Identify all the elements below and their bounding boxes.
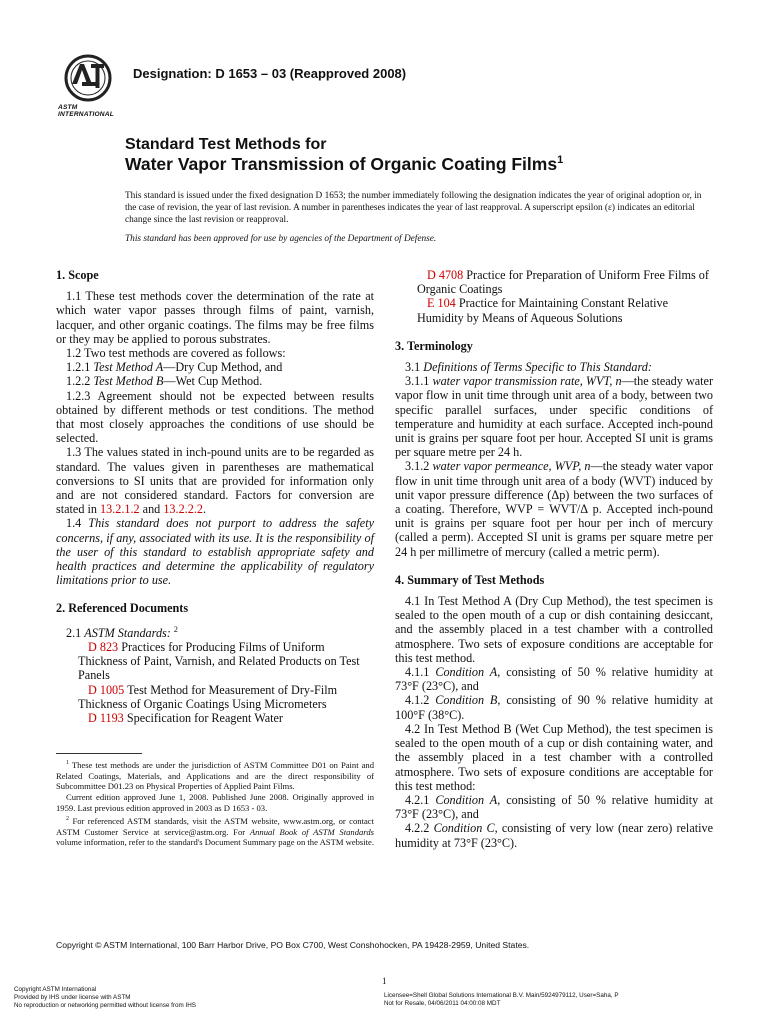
- condition-desc: , consisting of 50 % relative humidity at 73°F (23°C), and: [395, 792, 713, 822]
- condition-desc: , consisting of very low (near zero) relative humidity at 73°F (23°C).: [395, 821, 714, 850]
- section-4-heading: 4. Summary of Test Methods: [395, 572, 545, 587]
- para-3-1-1: [395, 374, 713, 459]
- para-1-2-1: [56, 360, 374, 374]
- method-desc: —Dry Cup Method, and: [163, 360, 283, 375]
- para-text: .: [202, 502, 206, 517]
- para-number: 4.2.1: [405, 792, 430, 807]
- ref-title: Test Method for Measurement of Dry-Film Thickness of Organic Coatings Using Micrometers: [78, 682, 338, 711]
- ref-link-d1005[interactable]: D 1005: [88, 682, 125, 697]
- footnote-2: [56, 814, 374, 848]
- dod-approval-note: This standard has been approved for use by agencies of the Department of Defense.: [125, 234, 437, 244]
- definitions-label: Definitions of Terms Specific to This Standard:: [423, 360, 652, 375]
- ref-item: [56, 683, 374, 711]
- para-number: 1.2.1: [66, 360, 91, 375]
- footnote-mark: 1: [66, 760, 69, 766]
- para-4-1-2: [395, 693, 713, 721]
- link-13-2-2-2[interactable]: 13.2.2.2: [163, 502, 203, 517]
- section-3-heading: 3. Terminology: [395, 338, 473, 353]
- link-13-2-1-2[interactable]: 13.2.1.2: [100, 502, 140, 517]
- condition-desc: , consisting of 90 % relative humidity at 100°F (38°C).: [395, 693, 714, 722]
- condition-name: Condition A: [435, 665, 498, 680]
- method-name: Test Method A: [93, 360, 164, 375]
- para-1-1: 1.1 These test methods cover the determination of the rate at which water vapor passes through films of paint, varnish, lacquer, and other organic coatings. The films may be free films or they may be applied to porous substrates.: [56, 289, 374, 346]
- para-4-2-1: [395, 793, 713, 821]
- license-line: No reproduction or networking permitted without license from IHS: [14, 1001, 196, 1009]
- ref-link-d1193[interactable]: D 1193: [88, 710, 124, 725]
- para-4-2: 4.2 In Test Method B (Wet Cup Method), the test specimen is sealed to the open mouth of a cup or dish containing water, and the assembly placed in a test chamber with a controlled atmosphere. Two sets of exposure conditions are acceptable for this test method:: [395, 721, 713, 793]
- footnote-text: For referenced ASTM standards, visit the ASTM website, www.astm.org, or contact ASTM Customer Service at service@astm.org. For: [56, 815, 374, 837]
- definition-text: —the steady water vapor flow in unit time through unit area of a body, between two specific parallel surfaces, under specific conditions of temperature and humidity at each surface. Accepted inch-pound unit is grains per square foot per hour. Accepted SI unit is grams per square metre per 24 h.: [395, 374, 714, 460]
- para-3-1: [395, 360, 713, 374]
- ref-link-d4708[interactable]: D 4708: [427, 268, 464, 282]
- para-number: 4.1.2: [405, 693, 430, 708]
- license-line: Copyright ASTM International: [14, 986, 97, 993]
- footnotes: [56, 758, 374, 848]
- title-footnote-mark: 1: [557, 154, 564, 167]
- astm-logo: [58, 52, 124, 116]
- section-2-heading: 2. Referenced Documents: [56, 601, 189, 616]
- safety-statement: This standard does not purport to address the safety concerns, if any, associated with its use. It is the responsibility of the user of this standard to establish appropriate safety and health practices and determine the applicability of regulatory limitations prior to use.: [56, 516, 375, 588]
- para-number: 3.1.1: [405, 374, 430, 389]
- footnote-italic: Annual Book of ASTM Standards: [249, 826, 374, 837]
- licensee-line: Not for Resale, 04/06/2011 04:00:08 MDT: [384, 999, 501, 1007]
- section-1-heading: 1. Scope: [56, 268, 99, 282]
- para-1-2-2: [56, 374, 374, 388]
- ref-item: [56, 711, 374, 725]
- para-number: 1.4: [66, 516, 82, 531]
- para-number: 3.1: [405, 360, 421, 375]
- license-notice-left: [14, 986, 196, 1009]
- footnote-1: [56, 758, 374, 792]
- footnote-text: These test methods are under the jurisdiction of ASTM Committee D01 on Paint and Related Coatings, Materials, and Applications and are the direct responsibility of Subcommittee D01.23 on Physical Properties of Applied Paint Films.: [56, 759, 374, 792]
- ref-title: Practice for Maintaining Constant Relative Humidity by Means of Aqueous Solutions: [417, 296, 668, 325]
- title-line-1: Standard Test Methods for: [125, 136, 327, 153]
- ref-item: [395, 296, 713, 324]
- defined-term: water vapor transmission rate, WVT, n: [432, 374, 622, 389]
- definition-text: —the steady water vapor flow in unit time through unit area of a body (WVT) induced by unit vapor pressure difference (Δp) between the two surfaces of a coating. Therefore, WVP = WVT/Δ p. Accepted inch-pound unit is grains per square foot per hour per inch of mercury (called a perm). Accepted SI unit is grams per square metre per 24 h per millimetre of mercury (called a metric perm).: [395, 459, 714, 559]
- condition-name: Condition B: [435, 693, 498, 708]
- para-1-2: 1.2 Two test methods are covered as follows:: [66, 346, 286, 361]
- para-number: 3.1.2: [405, 459, 430, 474]
- method-desc: —Wet Cup Method.: [163, 374, 263, 389]
- para-text: and: [142, 502, 161, 517]
- ref-link-d823[interactable]: D 823: [88, 639, 119, 654]
- footnote-1-edition: Current edition approved June 1, 2008. Published June 2008. Originally approved in 1959. Last previous edition approved in 2003 as D 1653 - 03.: [56, 792, 374, 814]
- para-4-1-1: [395, 665, 713, 693]
- para-1-3: [56, 445, 374, 516]
- para-2-1: [56, 623, 374, 640]
- copyright-line: Copyright © ASTM International, 100 Barr Harbor Drive, PO Box C700, West Conshohocken, PA 19428-2959, United States.: [56, 940, 530, 950]
- para-1-4: [56, 516, 374, 587]
- ref-title: Practice for Preparation of Uniform Free Films of Organic Coatings: [417, 268, 709, 297]
- footnote-mark: 2: [66, 815, 69, 822]
- footnote-text: volume information, refer to the standard's Document Summary page on the ASTM website.: [56, 837, 375, 848]
- right-column: [395, 268, 713, 850]
- condition-desc: , consisting of 50 % relative humidity at 73°F (23°C), and: [395, 665, 713, 694]
- para-4-2-2: [395, 821, 713, 849]
- para-1-2-3: 1.2.3 Agreement should not be expected between results obtained by different methods or test conditions. The method that most closely approaches the conditions of use should be selected.: [56, 388, 374, 446]
- condition-name: Condition C: [433, 821, 495, 836]
- title-line-2: [125, 154, 563, 175]
- condition-name: Condition A: [435, 792, 498, 807]
- left-column: [56, 268, 374, 725]
- ref-title: Practices for Producing Films of Uniform Thickness of Paint, Varnish, and Related Products on Test Panels: [78, 639, 360, 683]
- designation: Designation: D 1653 – 03 (Reapproved 2008): [133, 66, 407, 81]
- footnote-mark: 2: [173, 624, 178, 634]
- ref-item: [56, 640, 374, 683]
- title-text: Water Vapor Transmission of Organic Coating Films: [125, 154, 558, 174]
- para-4-1: 4.1 In Test Method A (Dry Cup Method), the test specimen is sealed to the open mouth of a cup or dish containing desiccant, and the assembly placed in a test chamber with a controlled atmosphere. Two sets of exposure conditions are acceptable for this test method.: [395, 594, 713, 665]
- ref-title: Specification for Reagent Water: [126, 710, 283, 725]
- page-number: 1: [382, 976, 387, 986]
- para-text: 1.3 The values stated in inch-pound units are to be regarded as standard. The values given in parentheses are mathematical conversions to SI units that are provided for information only and are not considered standard. Factors for conversion are stated in: [56, 445, 374, 517]
- para-3-1-2: [395, 459, 713, 558]
- astm-standards-label: ASTM Standards:: [84, 625, 171, 640]
- license-line: Provided by IHS under license with ASTM: [14, 993, 131, 1001]
- defined-term: water vapor permeance, WVP, n: [432, 459, 591, 474]
- para-number: 4.1.1: [405, 665, 430, 680]
- ref-item: [395, 268, 713, 296]
- footnote-divider: [56, 753, 142, 754]
- para-number: 1.2.2: [66, 374, 91, 389]
- method-name: Test Method B: [93, 374, 164, 389]
- licensee-line: Licensee=Shell Global Solutions International B.V. Main/5924979112, User=Saha, P: [384, 992, 619, 999]
- intro-paragraph: This standard is issued under the fixed designation D 1653; the number immediately following the designation indicates the year of original adoption or, in the case of revision, the year of last revision. A number in parentheses indicates the year of last reapproval. A superscript epsilon (ε) indicates an editorial change since the last revision or reapproval.: [125, 191, 702, 225]
- logo-text: ASTM INTERNATIONAL: [58, 104, 114, 118]
- para-number: 4.2.2: [405, 821, 430, 836]
- para-number: 2.1: [66, 625, 82, 640]
- license-notice-right: [384, 992, 619, 1008]
- ref-link-e104[interactable]: E 104: [427, 296, 456, 311]
